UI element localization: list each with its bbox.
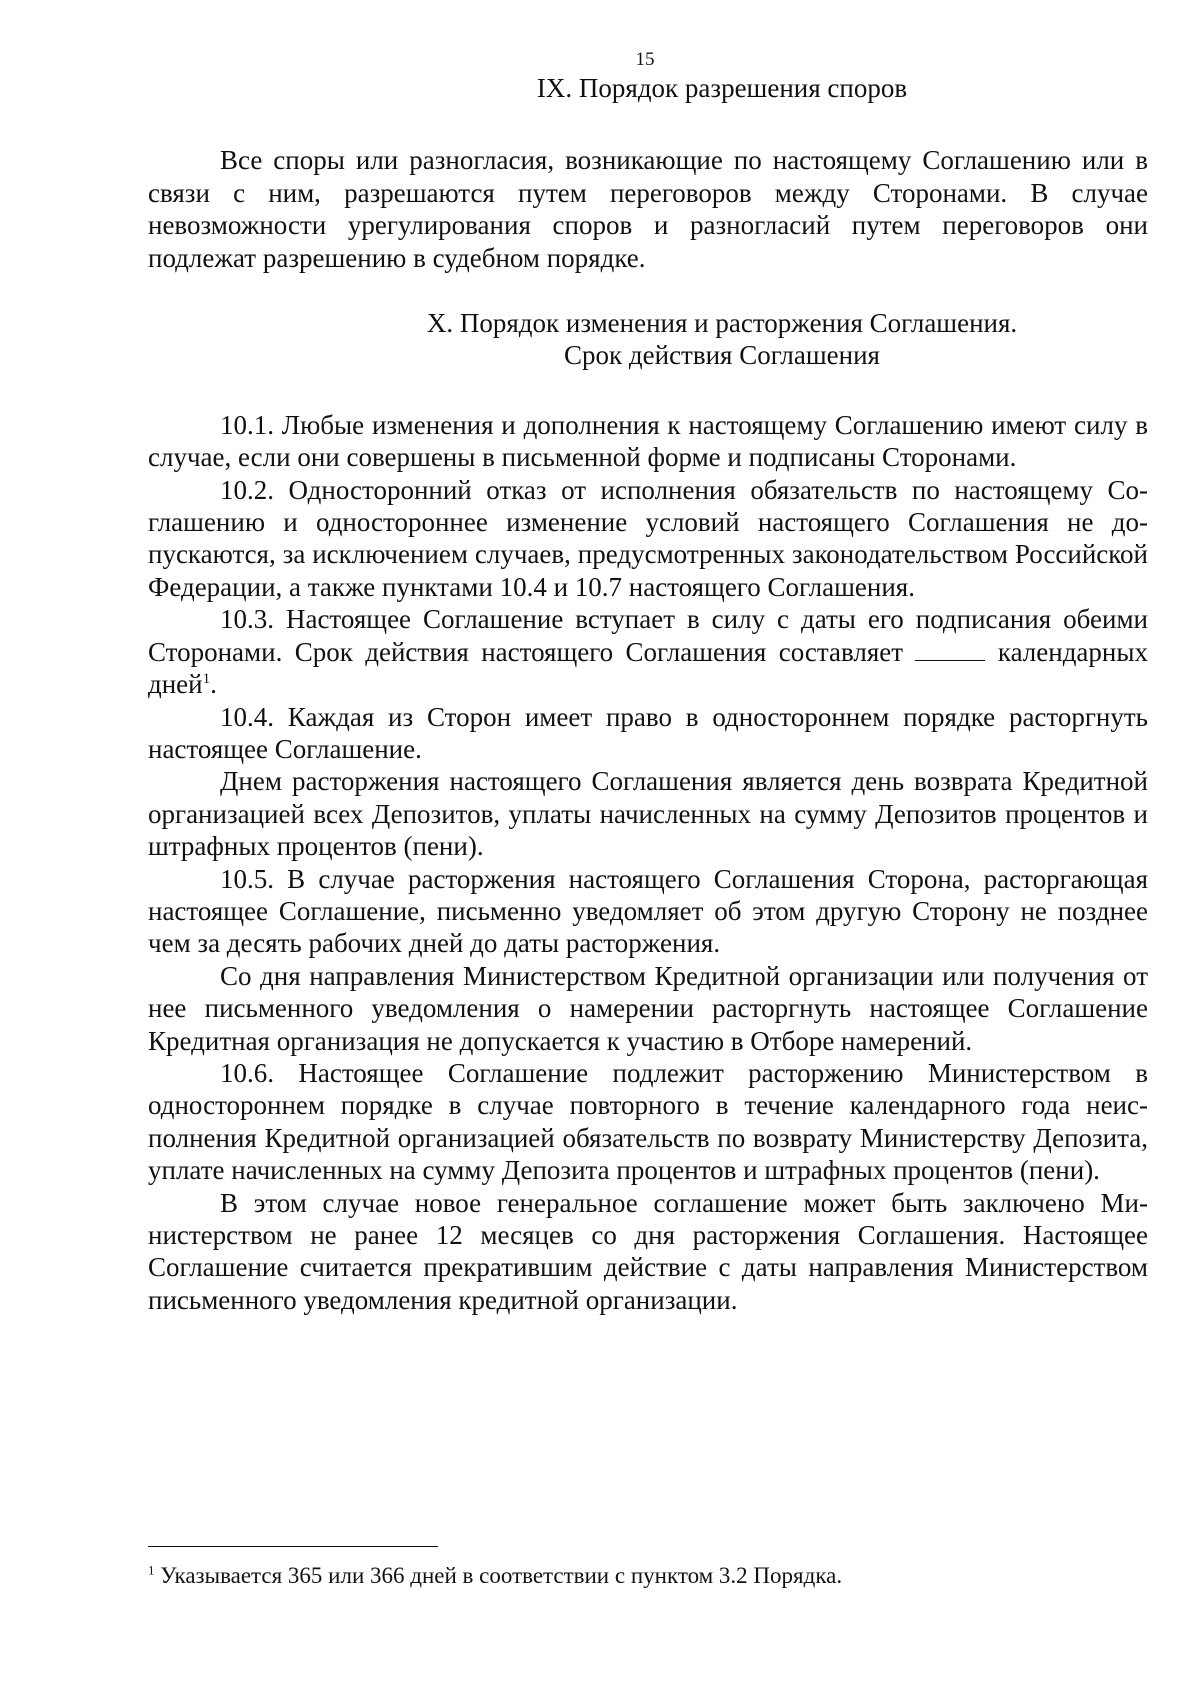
footnote-separator — [148, 1546, 438, 1547]
footnote-reference: 1 — [202, 671, 211, 688]
term-days-blank — [915, 638, 985, 661]
clause-10-5: 10.5. В случае расторжения настоящего Соглашения Сторона, расторгающая настоящее Соглашение, письменно уведомляет об этом другую Сторону не позднее чем за десять рабочих дней до даты расторжения. — [148, 863, 1148, 959]
clause-10-3-text: 10.3. Настоящее Соглашение вступает в силу с даты его подписания обеими Сторонами. Срок действия настоящего Соглашения составляет — [148, 604, 1148, 667]
page-content — [148, 72, 1148, 1316]
section-10-title — [148, 307, 1148, 372]
clause-10-4: 10.4. Каждая из Сторон имеет право в одностороннем порядке расторгнуть настоящее Соглашение. — [148, 701, 1148, 764]
footnote-text: Указывается 365 или 366 дней в соответствии с пунктом 3.2 Порядка. — [160, 1563, 843, 1588]
section-10-title-line-1: X. Порядок изменения и расторжения Соглашения. — [426, 308, 1018, 339]
page-number: 15 — [635, 49, 655, 70]
clause-10-3 — [148, 603, 1148, 700]
clause-10-2: 10.2. Односторонний отказ от исполнения обязательств по настоящему Соглашению и одностороннее изменение условий настоящего Соглашения не допускаются, за исключением случаев, предусмотренных законодательством Российской Федерации, а также пунктами 10.4 и 10.7 настоящего Соглашения. — [148, 474, 1148, 602]
footnote — [148, 1562, 1148, 1590]
section-9-paragraph: Все споры или разногласия, возникающие по настоящему Соглашению или в связи с ним, разрешаются путем переговоров между Сторонами. В случае невозможности урегулирования споров и разногласий путем переговоров они подлежат разрешению в судебном порядке. — [148, 145, 1148, 273]
clause-10-3-period: . — [210, 669, 217, 700]
clause-10-5-notice: Со дня направления Министерством Кредитной организации или получения от нее письменного уведомления о намерении расторгнуть настоящее Соглашение Кредитная организация не допускается к участию в Отборе намерений. — [148, 960, 1148, 1056]
clause-10-6-new-agreement: В этом случае новое генеральное соглашение может быть заключено Министерством не ранее 12 месяцев со дня расторжения Соглашения. Настоящее Соглашение считается прекратившим действие с даты направления Министерством письменного уведомления кредитной организации. — [148, 1187, 1148, 1315]
section-9-title: IX. Порядок разрешения споров — [536, 73, 908, 103]
clause-10-1: 10.1. Любые изменения и дополнения к настоящему Соглашению имеют силу в случае, если они совершены в письменной форме и подписаны Сторонами. — [148, 409, 1148, 473]
section-10-title-line-2: Срок действия Соглашения — [564, 340, 880, 371]
footnote-mark: 1 — [148, 1562, 155, 1578]
clause-10-6: 10.6. Настоящее Соглашение подлежит расторжению Министерством в одностороннем порядке в случае повторного в течение календарного года неисполнения Кредитной организацией обязательств по возврату Министерству Депозита, уплате начисленных на сумму Депозита процентов и штрафных процентов (пени). — [148, 1057, 1148, 1186]
clause-10-3-text-end: календарных дней — [148, 636, 1149, 700]
clause-10-4-termination-day: Днем расторжения настоящего Соглашения является день возврата Кредитной организацией всех Депозитов, уплаты начисленных на сумму Депозитов процентов и штрафных процентов (пени). — [148, 766, 1148, 862]
